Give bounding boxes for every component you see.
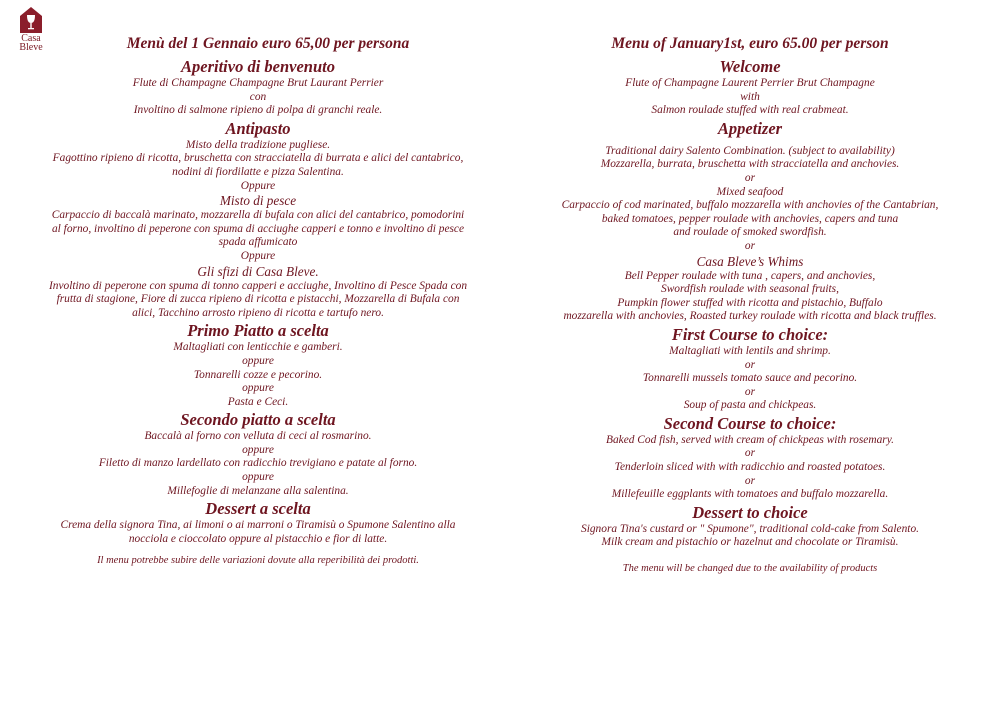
menu-line: Oppure <box>240 249 276 262</box>
logo-text-bleve: Bleve <box>19 42 43 53</box>
italian-sections <box>14 56 502 546</box>
section-title: Primo Piatto a scelta <box>187 321 329 341</box>
menu-section <box>14 498 502 546</box>
menu-line: Involtino di salmone ripieno di polpa di granchi reale. <box>133 104 383 117</box>
menu-line: Signora Tina's custard or " Spumone", traditional cold-cake from Salento. <box>581 522 919 535</box>
section-title: Secondo piatto a scelta <box>180 410 336 430</box>
menu-line: Oppure <box>240 179 276 192</box>
menu-line: frutta di stagione, Fiore di zucca ripieno di ricotta e pistacchi, Mozzarella di Bufala con <box>56 293 460 306</box>
menu-line: Carpaccio di baccalà marinato, mozzarella di bufala con alici del cantabrico, pomodorini <box>51 209 465 222</box>
menu-line: Pumpkin flower stuffed with ricotta and pistachio, Buffalo <box>617 296 883 309</box>
menu-line: Baccalà al forno con velluta di ceci al rosmarino. <box>144 430 372 443</box>
menu-line: Mozzarella, burrata, bruschetta with stracciatella and anchovies. <box>600 158 900 171</box>
english-menu-title: Menu of January1st, euro 65.00 per person <box>611 35 889 52</box>
menu-section <box>530 413 970 502</box>
menu-line: Mixed seafood <box>716 185 784 198</box>
menu-line: Millefeuille eggplants with tomatoes and buffalo mozzarella. <box>611 488 889 501</box>
menu-line: oppure <box>242 443 274 456</box>
subsection-title: Gli sfizi di Casa Bleve. <box>197 263 319 279</box>
menu-line: Carpaccio of cod marinated, buffalo mozzarella with anchovies of the Cantabrian, <box>561 199 939 212</box>
logo-text-casa: Casa <box>21 33 41 44</box>
menu-line: Flute di Champagne Champagne Brut Laurant Perrier <box>132 77 384 89</box>
menu-line: alici, Tacchino arrosto ripieno di ricotta e tartufo nero. <box>132 306 384 319</box>
menu-line: oppure <box>242 471 274 484</box>
menu-section <box>530 502 970 550</box>
section-title: First Course to choice: <box>671 324 829 344</box>
subsection-title: Casa Bleve’s Whims <box>696 253 804 269</box>
menu-line: Millefoglie di melanzane alla salentina. <box>167 484 349 497</box>
menu-line: oppure <box>242 382 274 395</box>
section-title: Second Course to choice: <box>663 413 837 433</box>
english-availability-note: The menu will be changed due to the availability of products <box>622 563 878 575</box>
menu-line: Tenderloin sliced with with radicchio and roasted potatoes. <box>614 461 886 474</box>
menu-line: Swordfish roulade with seasonal fruits, <box>661 283 839 296</box>
menu-line: Misto della tradizione pugliese. <box>185 138 331 151</box>
menu-line: Tonnarelli cozze e pecorino. <box>193 368 323 381</box>
menu-line: Maltagliati with lentils and shrimp. <box>669 344 831 357</box>
section-title: Appetizer <box>717 118 783 138</box>
menu-line: oppure <box>242 354 274 367</box>
menu-line: or <box>744 171 756 184</box>
menu-line: or <box>744 385 756 398</box>
menu-line: and roulade of smoked swordfish. <box>673 226 827 239</box>
subsection-title: Misto di pesce <box>219 193 297 209</box>
english-menu <box>530 34 970 575</box>
menu-line: spada affumicato <box>218 236 298 249</box>
menu-line: Baked Cod fish, served with cream of chickpeas with rosemary. <box>606 433 894 446</box>
menu-line: or <box>744 447 756 460</box>
menu-section <box>14 118 502 321</box>
menu-line: with <box>740 90 760 103</box>
section-title: Aperitivo di benvenuto <box>181 57 335 76</box>
italian-availability-note: Il menu potrebbe subire delle variazioni dovute alla reperibilità dei prodotti. <box>97 555 419 567</box>
menu-section <box>14 56 502 118</box>
menu-section <box>14 320 502 409</box>
menu-line: Flute of Champagne Laurent Perrier Brut Champagne <box>625 77 875 89</box>
menu-line: Pasta e Ceci. <box>227 395 289 408</box>
menu-line: Salmon roulade stuffed with real crabmeat. <box>651 104 849 117</box>
menu-section <box>530 324 970 413</box>
menu-line: or <box>744 358 756 371</box>
wine-glass-house-icon <box>19 6 43 34</box>
menu-line: or <box>744 239 756 252</box>
section-title: Antipasto <box>225 118 291 138</box>
menu-line: nocciola e cioccolato oppure al pistacchio e fior di latte. <box>128 532 388 545</box>
menu-line: Bell Pepper roulade with tuna , capers, and anchovies, <box>624 269 876 282</box>
menu-line: Filetto di manzo lardellato con radicchio trevigiano e patate al forno. <box>98 457 418 470</box>
english-sections <box>530 56 970 550</box>
menu-line: Maltagliati con lenticchie e gamberi. <box>173 341 343 354</box>
section-title: Dessert to choice <box>692 502 808 522</box>
menu-line: con <box>249 90 267 103</box>
menu-line: or <box>744 474 756 487</box>
italian-menu <box>14 34 502 567</box>
menu-line: al forno, involtino di peperone con spuma di acciughe capperi e tonno e involtino di pesce <box>51 222 465 235</box>
menu-line: Crema della signora Tina, ai limoni o ai marroni o Tiramisù o Spumone Salentino alla <box>60 519 456 532</box>
menu-section <box>530 56 970 118</box>
section-title: Dessert a scelta <box>205 499 311 519</box>
menu-line: nodini di fiordilatte e pizza Salentina. <box>172 165 344 178</box>
section-title: Welcome <box>719 57 781 76</box>
menu-line: Fagottino ripieno di ricotta, bruschetta con stracciatella di burrata e alici del cantabrico, <box>52 152 464 165</box>
menu-line: Milk cream and pistachio or hazelnut and chocolate or Tiramisù. <box>601 536 899 549</box>
menu-line: Traditional dairy Salento Combination. (subject to availability) <box>605 144 895 157</box>
italian-menu-title: Menù del 1 Gennaio euro 65,00 per persona <box>126 35 410 52</box>
menu-line: Soup of pasta and chickpeas. <box>683 399 817 412</box>
menu-line: Tonnarelli mussels tomato sauce and pecorino. <box>642 372 858 385</box>
menu-line: baked tomatoes, pepper roulade with anchovies, capers and tuna <box>601 212 899 225</box>
menu-section <box>530 118 970 324</box>
menu-section <box>14 409 502 498</box>
menu-line: mozzarella with anchovies, Roasted turkey roulade with ricotta and black truffles. <box>563 310 937 323</box>
menu-line: Involtino di peperone con spuma di tonno capperi e acciughe, Involtino di Pesce Spada con <box>48 279 468 292</box>
